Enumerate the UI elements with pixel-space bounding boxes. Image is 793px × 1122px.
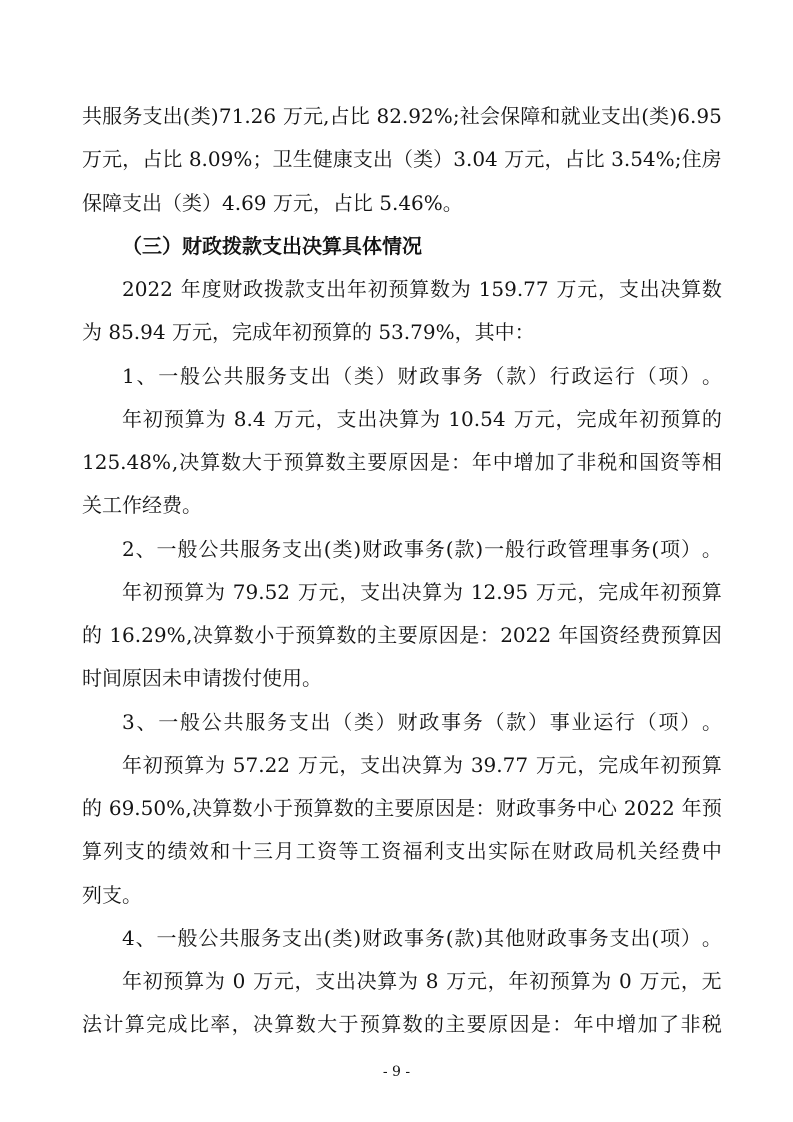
item-heading: 3 、 一 般 公 共 服 务 支 出 （ 类 ） 财 政 事 务 （ 款 ） 事 业 运 行 （ 项 ） 。 — [122, 710, 722, 734]
paragraph-line: 年 初 预 算 为 57.22 万 元 ， 支 出 决 算 为 39.77 万 元 ， 完 成 年 初 预 算 — [122, 753, 722, 777]
item-heading: 1 、 一 般 公 共 服 务 支 出 （ 类 ） 财 政 事 务 （ 款 ） 行 政 运 行 （ 项 ） 。 — [122, 364, 722, 388]
paragraph-line: 共 服 务 支 出 ( 类 ) 71.26 万 元 , 占 比 82.92% ; 社 会 保 障 和 就 业 支 出 ( 类 ) 6.95 — [82, 104, 722, 128]
paragraph-line: 算 列 支 的 绩 效 和 十 三 月 工 资 等 工 资 福 利 支 出 实 际 在 财 政 局 机 关 经 费 中 — [82, 839, 722, 863]
paragraph-line: 法 计 算 完 成 比 率 ， 决 算 数 大 于 预 算 数 的 主 要 原 因 是 ： 年 中 增 加 了 非 税 — [82, 1012, 722, 1036]
paragraph-line: 万 元 ， 占 比 8.09% ； 卫 生 健 康 支 出 （ 类 ） 3.04 万 元 ， 占 比 3.54% ; 住 房 — [82, 147, 722, 171]
page-number: - 9 - — [382, 1064, 411, 1080]
item-heading: 2 、 一 般 公 共 服 务 支 出 ( 类 ) 财 政 事 务 ( 款 ) 一 般 行 政 管 理 事 务 ( 项 ） 。 — [122, 537, 722, 561]
item-heading: 4 、 一 般 公 共 服 务 支 出 ( 类 ) 财 政 事 务 ( 款 ) 其 他 财 政 事 务 支 出 ( 项 ） 。 — [122, 926, 722, 950]
paragraph-line: 关工作经费。 — [82, 493, 202, 517]
paragraph-line: 的 69.50% , 决 算 数 小 于 预 算 数 的 主 要 原 因 是 ： 财 政 事 务 中 心 2022 年 预 — [82, 796, 722, 820]
section-heading: （三）财政拨款支出决算具体情况 — [122, 234, 422, 258]
paragraph-line: 2022 年 度 财 政 拨 款 支 出 年 初 预 算 数 为 159.77 万 元 ， 支 出 决 算 数 — [122, 277, 722, 301]
paragraph-line: 时间原因未申请拨付使用。 — [82, 666, 322, 690]
paragraph-line: 列支。 — [82, 883, 142, 907]
paragraph-line: 年 初 预 算 为 79.52 万 元 ， 支 出 决 算 为 12.95 万 元 ， 完 成 年 初 预 算 — [122, 580, 722, 604]
paragraph-line: 年 初 预 算 为 0 万 元 ， 支 出 决 算 为 8 万 元 ， 年 初 预 算 为 0 万 元 ， 无 — [122, 969, 722, 993]
paragraph-line: 年 初 预 算 为 8.4 万 元 ， 支 出 决 算 为 10.54 万 元 ， 完 成 年 初 预 算 的 — [122, 407, 722, 431]
paragraph-line: 为 85.94 万元，完成年初预算的 53.79%，其中： — [82, 320, 535, 344]
paragraph-line: 的 16.29% , 决 算 数 小 于 预 算 数 的 主 要 原 因 是 ： 2022 年 国 资 经 费 预 算 因 — [82, 623, 722, 647]
paragraph-line: 125.48% , 决 算 数 大 于 预 算 数 主 要 原 因 是 ： 年 中 增 加 了 非 税 和 国 资 等 相 — [82, 450, 722, 474]
paragraph-line: 保障支出（类）4.69 万元，占比 5.46%。 — [82, 191, 463, 215]
